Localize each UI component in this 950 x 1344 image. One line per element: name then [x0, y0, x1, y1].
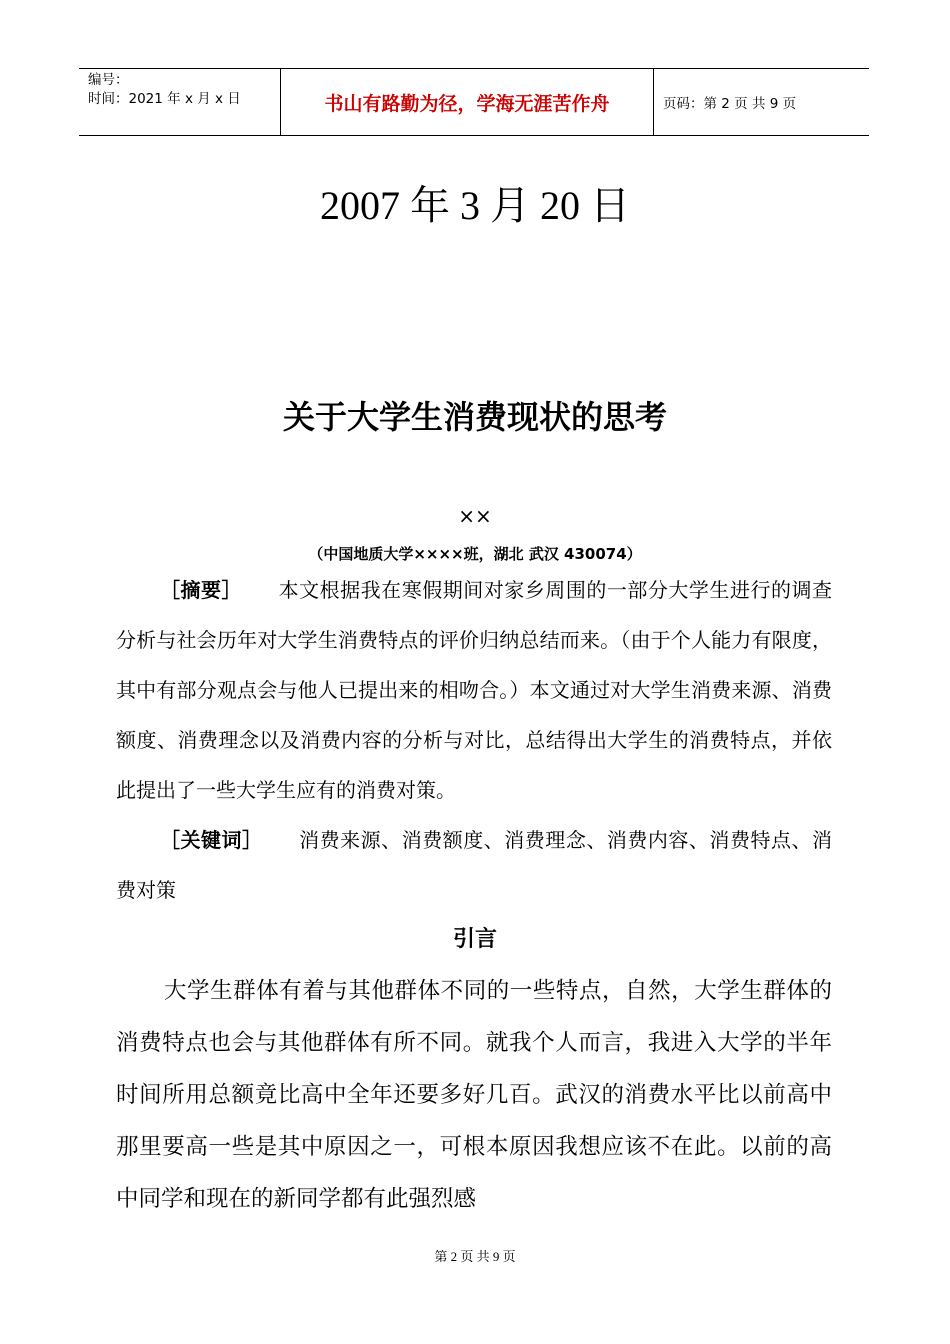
document-time-label: 时间：2021 年 x 月 x 日 — [88, 91, 241, 107]
keywords-text: 消费来源、消费额度、消费理念、消费内容、消费特点、消费对策 — [116, 828, 833, 902]
abstract-label: ［摘要］ — [160, 578, 243, 602]
document-author: ×× — [458, 504, 492, 528]
document-date: 2007 年 3 月 20 日 — [320, 183, 630, 228]
header-motto: 书山有路勤为径，学海无涯苦作舟 — [281, 69, 654, 135]
header-page-info: 页码：第 2 页 共 9 页 — [663, 96, 797, 112]
intro-heading: 引言 — [452, 927, 497, 952]
abstract-text: 本文根据我在寒假期间对家乡周围的一部分大学生进行的调查分析与社会历年对大学生消费特点的评价归纳总结而来。（由于个人能力有限度，其中有部分观点会与他人已提出来的相吻合。）本文通过对大学生消费来源、消费额度、消费理念以及消费内容的分析与对比，总结得出大学生的消费特点，并依此提出了一些大学生应有的消费对策。 — [116, 578, 833, 802]
keywords-label: ［关键词］ — [160, 828, 263, 852]
document-number-label: 编号： — [88, 72, 129, 88]
header-table — [79, 68, 869, 136]
document-title: 关于大学生消费现状的思考 — [282, 398, 667, 436]
header-meta-cell — [79, 69, 281, 135]
abstract-paragraph — [116, 565, 832, 815]
keywords-paragraph — [116, 815, 832, 915]
page-footer: 第 2 页 共 9 页 — [434, 1249, 516, 1264]
author-affiliation: （中国地质大学××××班，湖北 武汉 430074） — [308, 545, 642, 563]
intro-paragraph: 大学生群体有着与其他群体不同的一些特点，自然，大学生群体的消费特点也会与其他群体有所不同。就我个人而言，我进入大学的半年时间所用总额竟比高中全年还要多好几百。武汉的消费水平比以前高中那里要高一些是其中原因之一，可根本原因我想应该不在此。以前的高中同学和现在的新同学都有此强烈感 — [116, 978, 832, 1212]
